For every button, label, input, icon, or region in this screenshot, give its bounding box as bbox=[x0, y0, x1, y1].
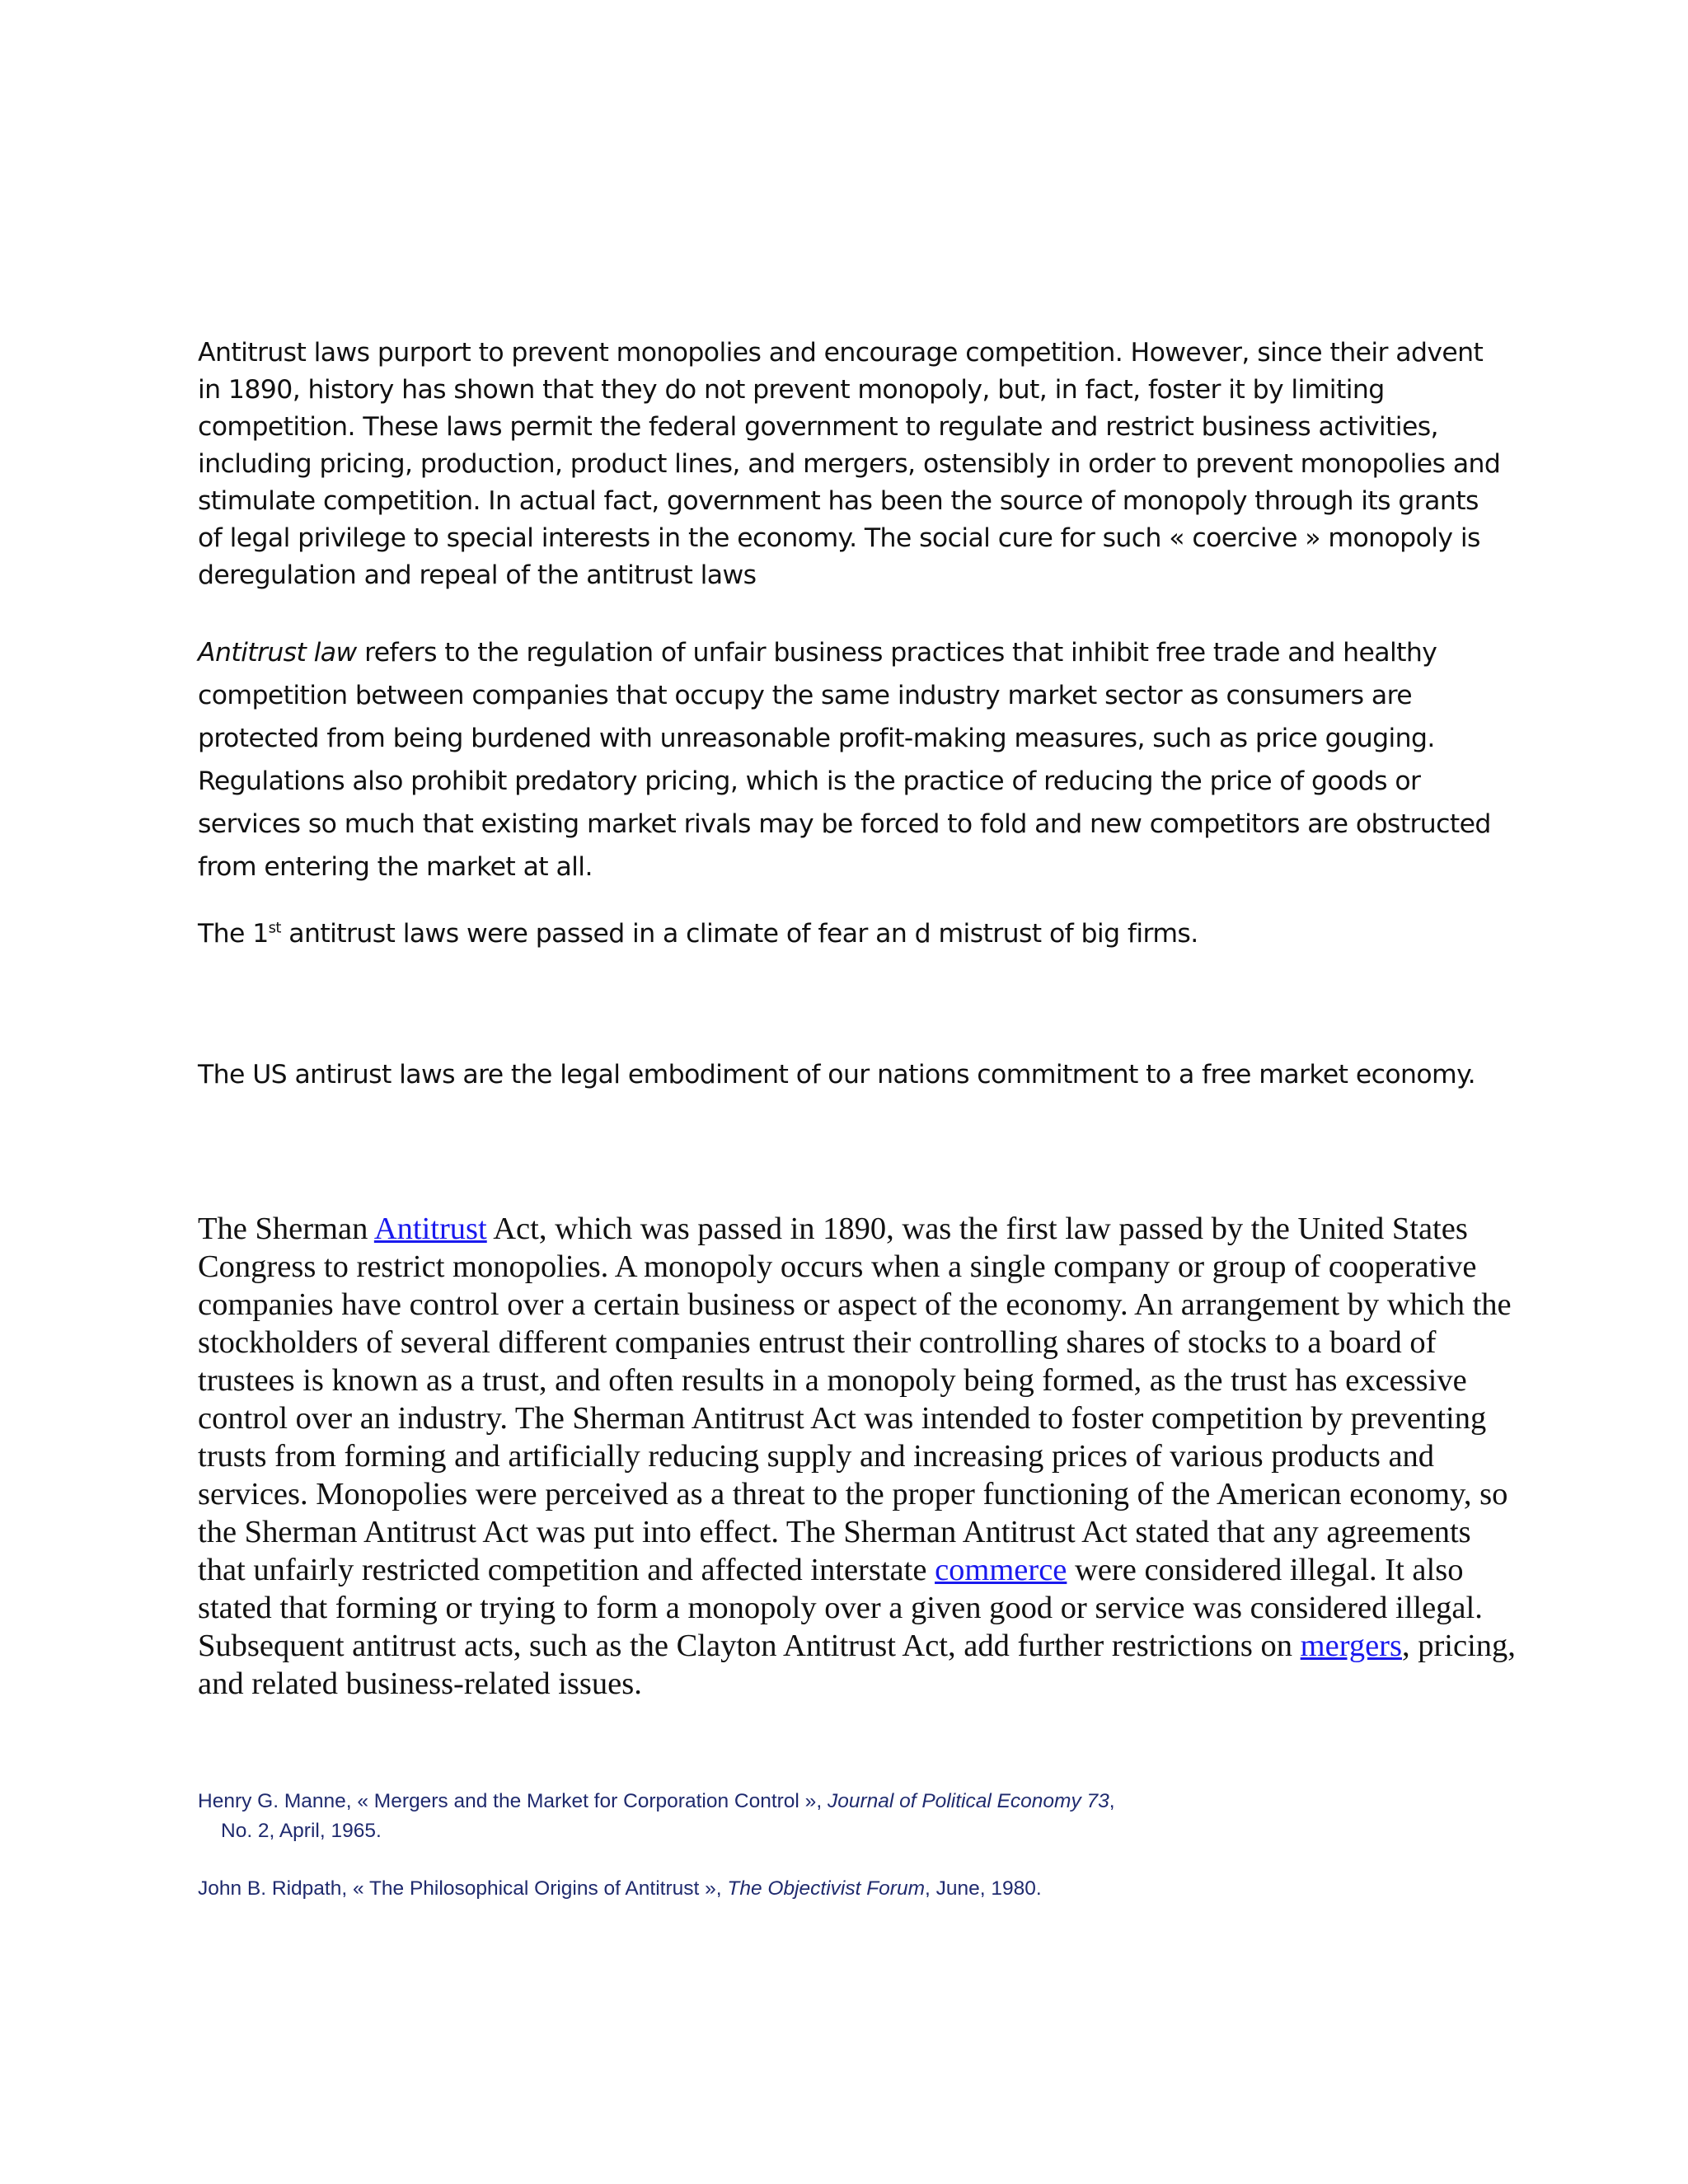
sherman-text-a: The Sherman bbox=[198, 1212, 374, 1246]
reference-manne-comma: , bbox=[1109, 1790, 1115, 1812]
link-mergers[interactable]: mergers bbox=[1300, 1629, 1402, 1663]
reference-manne-author: Henry G. Manne, « Mergers and the Market for Corporation Control », bbox=[198, 1790, 828, 1812]
reference-ridpath-date: , June, 1980. bbox=[924, 1877, 1042, 1900]
paragraph-antitrust-definition bbox=[198, 631, 1508, 888]
sherman-text-c: were considered illegal. It also stated that forming or trying to form a monopoly over a given good or service was considered illegal. Subsequent antitrust acts, such as the Clayton Antitrust Act, add further restrictions on bbox=[198, 1553, 1483, 1663]
definition-text: refers to the regulation of unfair business practices that inhibit free trade and healthy competition between companies that occupy the same industry market sector as consumers are protected from being burdened with unreasonable profit-making measures, such as price gouging. Regulations also prohibit predatory pricing, which is the practice of reducing the price of goods or services so much that existing market rivals may be forced to fold and new competitors are obstructed from entering the market at all. bbox=[198, 638, 1491, 882]
paragraph-first-laws bbox=[198, 916, 1508, 952]
paragraph-sherman-act bbox=[198, 1210, 1517, 1703]
sherman-text-b: Act, which was passed in 1890, was the first law passed by the United States Congress to restrict monopolies. A monopoly occurs when a single company or group of cooperative companies have control over a certain business or aspect of the economy. An arrangement by which the stockholders of several different companies entrust their controlling shares of stocks to a board of trustees is known as a trust, and often results in a monopoly being formed, as the trust has excessive control over an industry. The Sherman Antitrust Act was intended to foster competition by preventing trusts from forming and artificially reducing supply and increasing prices of various products and services. Monopolies were perceived as a threat to the proper functioning of the American economy, so the Sherman Antitrust Act was put into effect. The Sherman Antitrust Act stated that any agreements that unfairly restricted competition and affected interstate bbox=[198, 1212, 1512, 1587]
first-laws-start: The 1 bbox=[198, 919, 269, 949]
sherman-text-d: , pricing, and related business-related issues. bbox=[198, 1629, 1516, 1701]
first-laws-end: antitrust laws were passed in a climate of fear an d mistrust of big firms. bbox=[280, 919, 1198, 949]
reference-manne-journal: Journal of Political Economy 73 bbox=[827, 1790, 1109, 1812]
paragraph-free-market: The US antirust laws are the legal embodiment of our nations commitment to a free market economy. bbox=[198, 1060, 1476, 1090]
paragraph-antitrust-purpose: Antitrust laws purport to prevent monopolies and encourage competition. However, since their advent in 1890, history has shown that they do not prevent monopoly, but, in fact, foster it by limiting competition. These laws permit the federal government to regulate and restrict business activities, including pricing, production, product lines, and mergers, ostensibly in order to prevent monopolies and stimulate competition. In actual fact, government has been the source of monopoly through its grants of legal privilege to special interests in the economy. The social cure for such « coercive » monopoly is deregulation and repeal of the antitrust laws bbox=[198, 338, 1501, 590]
reference-ridpath-journal: The Objectivist Forum bbox=[727, 1877, 925, 1900]
reference-manne-issue: No. 2, April, 1965. bbox=[221, 1820, 382, 1842]
reference-ridpath bbox=[198, 1874, 1042, 1904]
link-commerce[interactable]: commerce bbox=[935, 1553, 1067, 1587]
ordinal-superscript: st bbox=[268, 919, 281, 937]
reference-ridpath-author: John B. Ridpath, « The Philosophical Origins of Antitrust », bbox=[198, 1877, 728, 1900]
link-antitrust[interactable]: Antitrust bbox=[373, 1212, 487, 1246]
reference-manne bbox=[198, 1787, 1115, 1846]
term-antitrust-law: Antitrust law bbox=[198, 638, 357, 668]
